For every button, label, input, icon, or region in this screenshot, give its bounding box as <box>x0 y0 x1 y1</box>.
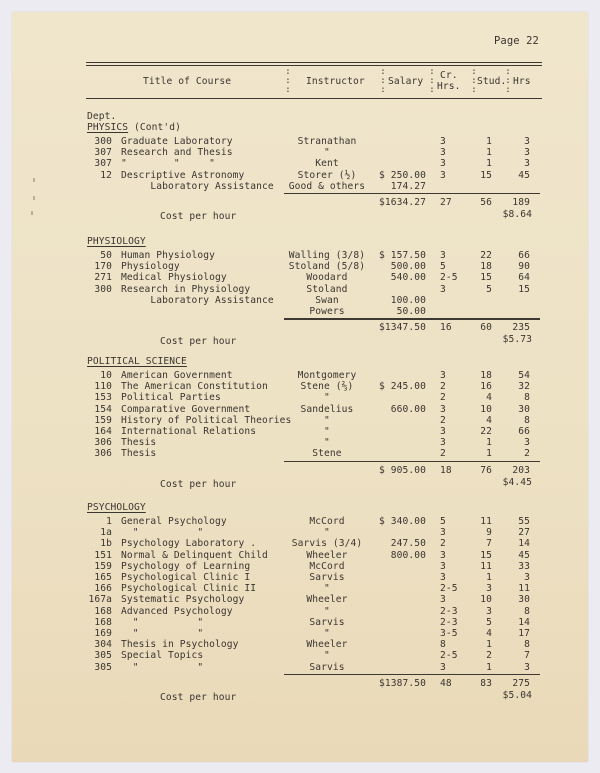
cost-per-hour-label: Cost per hour <box>160 478 237 490</box>
salary: $ 340.00 <box>378 516 426 527</box>
hours: 27 <box>518 527 530 539</box>
course-number: 300 <box>94 136 112 147</box>
course-title: Psychology Laboratory . <box>121 538 257 550</box>
instructor: Montgomery <box>297 370 357 381</box>
header-bottom-rule <box>86 98 542 99</box>
instructor: " <box>324 605 330 617</box>
salary: 50.00 <box>396 306 426 317</box>
hours: 55 <box>518 516 530 527</box>
hours: 64 <box>518 272 530 284</box>
course-number: 151 <box>94 549 112 561</box>
course-title: Psychology of Learning <box>121 560 251 572</box>
students: 1 <box>486 572 492 583</box>
salary: 174.27 <box>390 180 426 192</box>
course-number: 10 <box>100 370 112 381</box>
students: 22 <box>480 426 492 437</box>
instructor: Wheeler <box>306 639 348 651</box>
course-title: General Psychology <box>121 516 227 527</box>
course-title: Normal & Delinquent Child <box>121 549 268 561</box>
course-number: 153 <box>94 392 112 404</box>
course-number: 50 <box>100 250 112 261</box>
credit-hours: 2 <box>440 381 446 393</box>
total-credit-hours: 18 <box>440 464 452 476</box>
total-students: 56 <box>480 197 492 208</box>
total-hours: 235 <box>512 322 530 334</box>
salary: 100.00 <box>390 294 426 306</box>
header-separator: : <box>471 76 477 86</box>
header-separator: : <box>505 67 511 77</box>
total-credit-hours: 48 <box>440 677 452 689</box>
students: 18 <box>480 370 492 381</box>
credit-hours: 8 <box>440 639 446 651</box>
instructor: " <box>324 437 330 449</box>
total-rule <box>284 461 540 462</box>
total-hours: 203 <box>512 464 530 476</box>
header-separator: : <box>505 85 511 95</box>
instructor: " <box>324 628 330 639</box>
credit-hours: 2-5 <box>440 583 458 595</box>
students: 15 <box>480 549 492 561</box>
students: 9 <box>486 527 492 539</box>
course-number: 307 <box>94 158 112 170</box>
course-title: Advanced Psychology <box>121 605 233 617</box>
cost-per-hour-label: Cost per hour <box>160 691 237 703</box>
instructor: Wheeler <box>306 549 348 561</box>
total-students: 76 <box>480 464 492 476</box>
course-number: 168 <box>94 616 112 628</box>
salary: $ 250.00 <box>378 169 426 181</box>
course-title: Psychological Clinic II <box>121 583 257 595</box>
course-number: 164 <box>94 426 112 437</box>
course-title: " " " <box>121 158 216 170</box>
instructor: Sarvis <box>309 616 345 628</box>
course-number: 1 <box>106 516 112 527</box>
hours: 3 <box>524 147 530 159</box>
margin-mark <box>33 178 35 182</box>
header-cr-hrs-1: Cr. <box>440 70 458 81</box>
header-separator: : <box>285 76 291 86</box>
hours: 11 <box>518 583 530 595</box>
department-name: PHYSICS <box>87 122 129 133</box>
course-number: 12 <box>100 169 112 181</box>
instructor: Walling (3/8) <box>288 250 366 261</box>
hours: 66 <box>518 426 530 437</box>
credit-hours: 2-3 <box>440 616 458 628</box>
course-number: 166 <box>94 583 112 595</box>
hours: 3 <box>524 572 530 583</box>
course-title: " " <box>121 616 204 628</box>
course-title: Human Physiology <box>121 250 216 261</box>
instructor: Sandelius <box>300 403 354 415</box>
total-rule <box>284 318 540 319</box>
department-name: PSYCHOLOGY <box>87 502 146 513</box>
header-separator: : <box>505 76 511 86</box>
course-title: Laboratory Assistance <box>121 294 274 306</box>
credit-hours: 3-5 <box>440 628 458 639</box>
total-hours: 189 <box>512 197 530 208</box>
instructor: " <box>324 527 330 539</box>
header-separator: : <box>471 67 477 77</box>
header-stud: Stud. <box>477 76 507 87</box>
hours: 3 <box>524 136 530 147</box>
students: 1 <box>486 448 492 460</box>
course-number: 1b <box>100 538 112 550</box>
header-separator: : <box>380 67 386 77</box>
department-heading <box>87 122 181 133</box>
instructor: Stoland (5/8) <box>288 261 366 273</box>
credit-hours: 5 <box>440 516 446 527</box>
credit-hours: 3 <box>440 147 446 159</box>
course-title: Medical Physiology <box>121 272 227 284</box>
students: 3 <box>486 583 492 595</box>
hours: 30 <box>518 594 530 606</box>
salary: 247.50 <box>390 538 426 550</box>
course-title: " " <box>121 628 204 639</box>
credit-hours: 3 <box>440 549 446 561</box>
course-number: 304 <box>94 639 112 651</box>
instructor: " <box>324 392 330 404</box>
hours: 17 <box>518 628 530 639</box>
hours: 33 <box>518 560 530 572</box>
instructor: Sarvis <box>309 572 345 583</box>
department-heading <box>87 502 146 513</box>
hours: 8 <box>524 414 530 426</box>
course-title: Research in Physiology <box>121 283 251 295</box>
cost-per-hour-label: Cost per hour <box>160 336 237 348</box>
salary: $ 157.50 <box>378 250 426 261</box>
header-separator: : <box>380 76 386 86</box>
students: 4 <box>486 392 492 404</box>
students: 4 <box>486 628 492 639</box>
total-salary: $1634.27 <box>378 197 426 208</box>
course-number: 170 <box>94 261 112 273</box>
cost-per-hour-value: $5.73 <box>502 334 532 346</box>
instructor: Kent <box>315 158 339 170</box>
students: 10 <box>480 594 492 606</box>
total-rule <box>284 674 540 675</box>
hours: 8 <box>524 392 530 404</box>
course-number: 1a <box>100 527 112 539</box>
students: 11 <box>480 516 492 527</box>
course-title: The American Constitution <box>121 381 268 393</box>
hours: 14 <box>518 538 530 550</box>
credit-hours: 2-3 <box>440 605 458 617</box>
cost-per-hour-value: $4.45 <box>502 476 532 488</box>
department-heading <box>87 236 146 247</box>
course-number: 300 <box>94 283 112 295</box>
credit-hours: 2-5 <box>440 650 458 662</box>
course-title: Laboratory Assistance <box>121 180 274 192</box>
course-title: Systematic Psychology <box>121 594 245 606</box>
salary: 800.00 <box>390 549 426 561</box>
credit-hours: 2-5 <box>440 272 458 284</box>
credit-hours: 3 <box>440 136 446 147</box>
instructor: " <box>324 650 330 662</box>
course-title: Special Topics <box>121 650 204 662</box>
total-credit-hours: 27 <box>440 197 452 208</box>
instructor: " <box>324 147 330 159</box>
course-number: 307 <box>94 147 112 159</box>
salary: 540.00 <box>390 272 426 284</box>
instructor: Wheeler <box>306 594 348 606</box>
margin-mark <box>31 211 33 215</box>
course-title: Thesis <box>121 437 157 449</box>
header-separator: : <box>471 85 477 95</box>
department-name: PHYSIOLOGY <box>87 236 146 247</box>
course-title: Thesis <box>121 448 157 460</box>
students: 1 <box>486 136 492 147</box>
instructor: Sarvis (3/4) <box>291 538 363 550</box>
course-title: History of Political Theories <box>121 414 292 426</box>
instructor: Stoland <box>306 283 348 295</box>
credit-hours: 3 <box>440 169 446 181</box>
hours: 30 <box>518 403 530 415</box>
credit-hours: 3 <box>440 426 446 437</box>
page-number: Page 22 <box>494 35 539 47</box>
hours: 90 <box>518 261 530 273</box>
hours: 8 <box>524 639 530 651</box>
course-title: American Government <box>121 370 233 381</box>
instructor: Stene (⅔) <box>300 381 354 393</box>
hours: 45 <box>518 169 530 181</box>
course-number: 167a <box>88 594 112 606</box>
course-title: Comparative Government <box>121 403 251 415</box>
header-separator: : <box>380 85 386 95</box>
hours: 45 <box>518 549 530 561</box>
students: 16 <box>480 381 492 393</box>
instructor: Swan <box>315 294 339 306</box>
students: 1 <box>486 639 492 651</box>
total-salary: $1387.50 <box>378 677 426 689</box>
header-instructor: Instructor <box>306 76 365 87</box>
credit-hours: 5 <box>440 261 446 273</box>
credit-hours: 3 <box>440 370 446 381</box>
students: 1 <box>486 147 492 159</box>
header-title-of-course: Title of Course <box>143 76 232 87</box>
course-number: 154 <box>94 403 112 415</box>
course-number: 159 <box>94 414 112 426</box>
students: 11 <box>480 560 492 572</box>
hours: 3 <box>524 661 530 673</box>
hours: 2 <box>524 448 530 460</box>
hours: 8 <box>524 605 530 617</box>
total-students: 83 <box>480 677 492 689</box>
course-number: 305 <box>94 650 112 662</box>
course-number: 159 <box>94 560 112 572</box>
hours: 3 <box>524 158 530 170</box>
credit-hours: 2 <box>440 538 446 550</box>
instructor: Sarvis <box>309 661 345 673</box>
credit-hours: 3 <box>440 403 446 415</box>
instructor: McCord <box>309 560 345 572</box>
header-separator: : <box>285 85 291 95</box>
salary: $ 245.00 <box>378 381 426 393</box>
course-title: Thesis in Psychology <box>121 639 239 651</box>
students: 1 <box>486 661 492 673</box>
instructor: " <box>324 583 330 595</box>
instructor: Storer (½) <box>297 169 357 181</box>
hours: 3 <box>524 437 530 449</box>
students: 5 <box>486 616 492 628</box>
header-separator: : <box>429 67 435 77</box>
header-cr-hrs-2: Hrs. <box>437 81 461 92</box>
students: 22 <box>480 250 492 261</box>
header-separator: : <box>429 85 435 95</box>
students: 3 <box>486 605 492 617</box>
course-title: Descriptive Astronomy <box>121 169 245 181</box>
header-hrs: Hrs <box>513 76 531 87</box>
department-suffix: (Cont'd) <box>128 122 182 133</box>
credit-hours: 3 <box>440 661 446 673</box>
margin-mark <box>33 196 35 200</box>
header-separator: : <box>429 76 435 86</box>
credit-hours: 2 <box>440 392 446 404</box>
department-heading <box>87 356 187 367</box>
course-number: 306 <box>94 448 112 460</box>
credit-hours: 2 <box>440 414 446 426</box>
students: 15 <box>480 169 492 181</box>
credit-hours: 3 <box>440 283 446 295</box>
hours: 15 <box>518 283 530 295</box>
course-number: 305 <box>94 661 112 673</box>
hours: 14 <box>518 616 530 628</box>
header-top-rule <box>86 62 542 63</box>
total-students: 60 <box>480 322 492 334</box>
course-title: Psychological Clinic I <box>121 572 251 583</box>
course-title: " " <box>121 527 204 539</box>
instructor: Good & others <box>288 180 366 192</box>
total-salary: $1347.50 <box>378 322 426 334</box>
credit-hours: 3 <box>440 527 446 539</box>
course-number: 169 <box>94 628 112 639</box>
credit-hours: 3 <box>440 158 446 170</box>
credit-hours: 3 <box>440 560 446 572</box>
course-number: 271 <box>94 272 112 284</box>
course-title: Graduate Laboratory <box>121 136 233 147</box>
course-title: Physiology <box>121 261 180 273</box>
hours: 54 <box>518 370 530 381</box>
students: 1 <box>486 437 492 449</box>
header-separator: : <box>285 67 291 77</box>
course-number: 168 <box>94 605 112 617</box>
cost-per-hour-value: $8.64 <box>502 209 532 220</box>
header-salary: Salary <box>388 76 424 87</box>
total-rule <box>284 193 540 194</box>
cost-per-hour-value: $5.04 <box>502 689 532 701</box>
dept-label: Dept. <box>87 111 117 122</box>
students: 4 <box>486 414 492 426</box>
total-salary: $ 905.00 <box>378 464 426 476</box>
students: 5 <box>486 283 492 295</box>
instructor: Stene <box>312 448 342 460</box>
department-name: POLITICAL SCIENCE <box>87 356 187 367</box>
credit-hours: 3 <box>440 572 446 583</box>
instructor: " <box>324 426 330 437</box>
total-credit-hours: 16 <box>440 322 452 334</box>
total-hours: 275 <box>512 677 530 689</box>
students: 10 <box>480 403 492 415</box>
students: 15 <box>480 272 492 284</box>
instructor: " <box>324 414 330 426</box>
instructor: Powers <box>309 306 345 317</box>
course-number: 110 <box>94 381 112 393</box>
cost-per-hour-label: Cost per hour <box>160 211 237 222</box>
course-number: 165 <box>94 572 112 583</box>
course-title: " " <box>121 661 204 673</box>
students: 2 <box>486 650 492 662</box>
credit-hours: 3 <box>440 250 446 261</box>
credit-hours: 3 <box>440 594 446 606</box>
students: 7 <box>486 538 492 550</box>
course-title: Research and Thesis <box>121 147 233 159</box>
students: 18 <box>480 261 492 273</box>
hours: 7 <box>524 650 530 662</box>
course-title: Political Parties <box>121 392 221 404</box>
salary: 500.00 <box>390 261 426 273</box>
credit-hours: 3 <box>440 437 446 449</box>
course-title: International Relations <box>121 426 257 437</box>
instructor: McCord <box>309 516 345 527</box>
credit-hours: 2 <box>440 448 446 460</box>
course-number: 306 <box>94 437 112 449</box>
instructor: Stranathan <box>297 136 357 147</box>
hours: 66 <box>518 250 530 261</box>
students: 1 <box>486 158 492 170</box>
hours: 32 <box>518 381 530 393</box>
instructor: Woodard <box>306 272 348 284</box>
salary: 660.00 <box>390 403 426 415</box>
